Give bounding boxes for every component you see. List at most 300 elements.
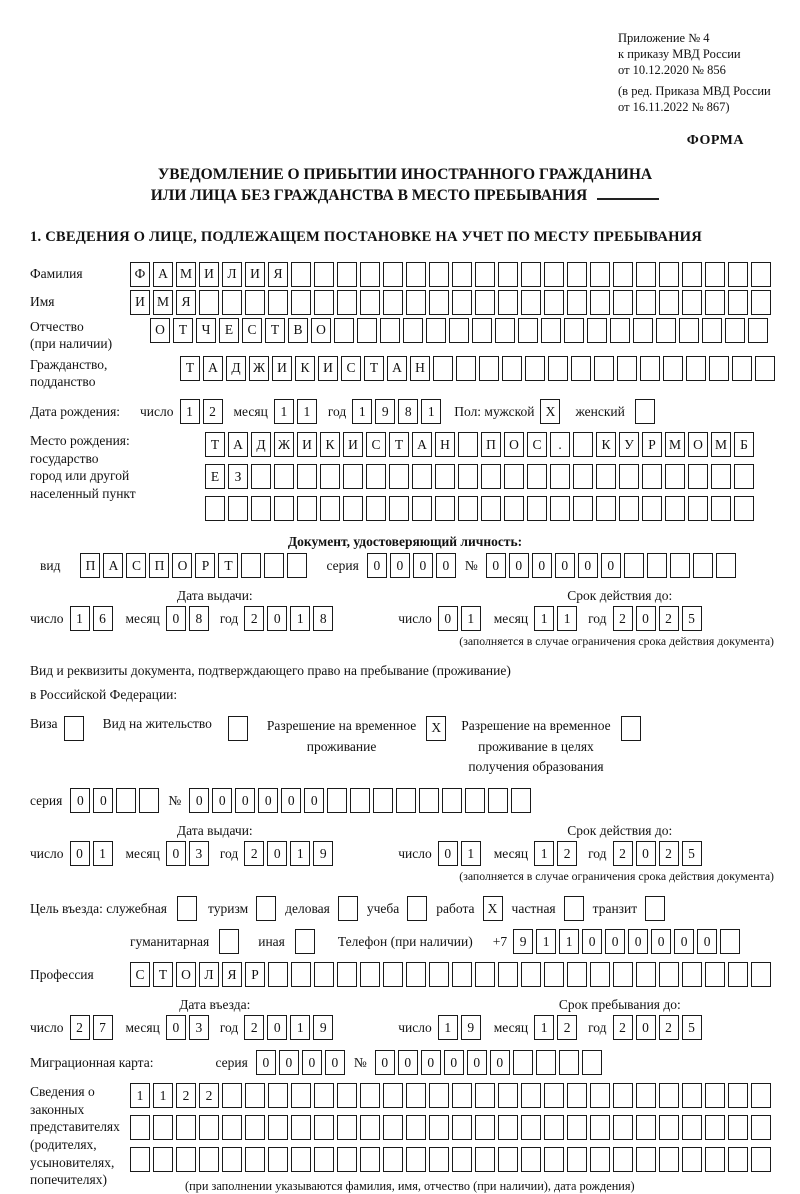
form-cell[interactable] bbox=[314, 1115, 334, 1140]
form-cell[interactable]: 0 bbox=[697, 929, 717, 954]
form-cell[interactable]: Н bbox=[410, 356, 430, 381]
form-cell[interactable] bbox=[199, 1147, 219, 1172]
form-cell[interactable] bbox=[452, 1083, 472, 1108]
form-cell[interactable]: С bbox=[126, 553, 146, 578]
form-cell[interactable] bbox=[571, 356, 591, 381]
form-cell[interactable]: У bbox=[619, 432, 639, 457]
form-cell[interactable] bbox=[222, 1115, 242, 1140]
form-cell[interactable] bbox=[541, 318, 561, 343]
form-cell[interactable] bbox=[314, 1083, 334, 1108]
form-cell[interactable]: 0 bbox=[555, 553, 575, 578]
form-cell[interactable]: 0 bbox=[398, 1050, 418, 1075]
form-cell[interactable] bbox=[383, 290, 403, 315]
form-cell[interactable]: 1 bbox=[290, 1015, 310, 1040]
form-cell[interactable]: 2 bbox=[203, 399, 223, 424]
form-cell[interactable]: Р bbox=[195, 553, 215, 578]
form-cell[interactable] bbox=[567, 262, 587, 287]
form-cell[interactable]: Ф bbox=[130, 262, 150, 287]
form-cell[interactable] bbox=[728, 962, 748, 987]
form-cell[interactable] bbox=[291, 1083, 311, 1108]
form-cell[interactable]: 7 bbox=[93, 1015, 113, 1040]
form-cell[interactable]: 1 bbox=[290, 841, 310, 866]
form-cell[interactable]: 1 bbox=[290, 606, 310, 631]
form-cell[interactable] bbox=[268, 290, 288, 315]
form-cell[interactable] bbox=[412, 496, 432, 521]
form-cell[interactable] bbox=[222, 290, 242, 315]
form-cell[interactable]: О bbox=[172, 553, 192, 578]
form-cell[interactable] bbox=[383, 1147, 403, 1172]
form-cell[interactable] bbox=[337, 262, 357, 287]
form-cell[interactable] bbox=[751, 962, 771, 987]
form-cell[interactable] bbox=[337, 1147, 357, 1172]
form-cell[interactable] bbox=[550, 496, 570, 521]
form-cell[interactable]: 1 bbox=[274, 399, 294, 424]
form-cell[interactable]: 0 bbox=[212, 788, 232, 813]
form-cell[interactable]: 0 bbox=[279, 1050, 299, 1075]
form-cell[interactable] bbox=[594, 356, 614, 381]
form-cell[interactable] bbox=[498, 962, 518, 987]
form-cell[interactable] bbox=[665, 464, 685, 489]
form-cell[interactable] bbox=[458, 464, 478, 489]
form-cell[interactable]: 1 bbox=[352, 399, 372, 424]
form-cell[interactable]: 0 bbox=[509, 553, 529, 578]
form-cell[interactable] bbox=[268, 962, 288, 987]
form-cell[interactable] bbox=[716, 553, 736, 578]
form-cell[interactable]: 5 bbox=[682, 841, 702, 866]
form-cell[interactable]: 0 bbox=[605, 929, 625, 954]
form-cell[interactable] bbox=[663, 356, 683, 381]
form-cell[interactable] bbox=[291, 1147, 311, 1172]
form-cell[interactable]: 3 bbox=[189, 841, 209, 866]
form-cell[interactable]: Р bbox=[642, 432, 662, 457]
form-cell[interactable] bbox=[406, 962, 426, 987]
form-cell[interactable] bbox=[613, 1083, 633, 1108]
form-cell[interactable] bbox=[360, 290, 380, 315]
form-cell[interactable] bbox=[320, 464, 340, 489]
form-cell[interactable]: А bbox=[387, 356, 407, 381]
form-cell[interactable] bbox=[728, 262, 748, 287]
form-cell[interactable] bbox=[527, 464, 547, 489]
form-cell[interactable] bbox=[705, 1083, 725, 1108]
form-cell[interactable]: 0 bbox=[421, 1050, 441, 1075]
form-cell[interactable]: П bbox=[481, 432, 501, 457]
form-cell[interactable] bbox=[728, 1083, 748, 1108]
form-cell[interactable] bbox=[338, 896, 358, 921]
form-cell[interactable] bbox=[245, 290, 265, 315]
form-cell[interactable]: Д bbox=[226, 356, 246, 381]
form-cell[interactable]: 9 bbox=[513, 929, 533, 954]
form-cell[interactable] bbox=[751, 1083, 771, 1108]
form-cell[interactable] bbox=[635, 399, 655, 424]
form-cell[interactable]: 2 bbox=[613, 606, 633, 631]
form-cell[interactable] bbox=[720, 929, 740, 954]
form-cell[interactable]: 0 bbox=[166, 1015, 186, 1040]
form-cell[interactable]: Т bbox=[180, 356, 200, 381]
form-cell[interactable] bbox=[755, 356, 775, 381]
form-cell[interactable]: 5 bbox=[682, 1015, 702, 1040]
form-cell[interactable] bbox=[429, 290, 449, 315]
form-cell[interactable] bbox=[130, 1115, 150, 1140]
form-cell[interactable] bbox=[550, 464, 570, 489]
form-cell[interactable] bbox=[544, 262, 564, 287]
form-cell[interactable]: 9 bbox=[375, 399, 395, 424]
form-cell[interactable] bbox=[314, 1147, 334, 1172]
form-cell[interactable]: А bbox=[203, 356, 223, 381]
form-cell[interactable] bbox=[268, 1115, 288, 1140]
form-cell[interactable] bbox=[475, 1083, 495, 1108]
form-cell[interactable]: С bbox=[130, 962, 150, 987]
form-cell[interactable] bbox=[360, 1115, 380, 1140]
form-cell[interactable] bbox=[504, 496, 524, 521]
form-cell[interactable]: М bbox=[665, 432, 685, 457]
form-cell[interactable] bbox=[590, 262, 610, 287]
form-cell[interactable]: 0 bbox=[636, 1015, 656, 1040]
form-cell[interactable] bbox=[567, 1115, 587, 1140]
form-cell[interactable]: Л bbox=[199, 962, 219, 987]
form-cell[interactable] bbox=[475, 1147, 495, 1172]
form-cell[interactable] bbox=[287, 553, 307, 578]
form-cell[interactable] bbox=[498, 262, 518, 287]
form-cell[interactable]: 0 bbox=[628, 929, 648, 954]
form-cell[interactable]: И bbox=[272, 356, 292, 381]
form-cell[interactable]: 2 bbox=[199, 1083, 219, 1108]
form-cell[interactable] bbox=[640, 356, 660, 381]
form-cell[interactable]: И bbox=[245, 262, 265, 287]
form-cell[interactable] bbox=[314, 262, 334, 287]
form-cell[interactable] bbox=[525, 356, 545, 381]
form-cell[interactable] bbox=[256, 896, 276, 921]
form-cell[interactable] bbox=[711, 464, 731, 489]
form-cell[interactable] bbox=[228, 716, 248, 741]
form-cell[interactable] bbox=[636, 262, 656, 287]
form-cell[interactable] bbox=[433, 356, 453, 381]
form-cell[interactable] bbox=[403, 318, 423, 343]
form-cell[interactable] bbox=[521, 262, 541, 287]
form-cell[interactable] bbox=[337, 962, 357, 987]
form-cell[interactable] bbox=[199, 1115, 219, 1140]
form-cell[interactable] bbox=[452, 1115, 472, 1140]
form-cell[interactable] bbox=[619, 496, 639, 521]
form-cell[interactable] bbox=[452, 290, 472, 315]
form-cell[interactable] bbox=[647, 553, 667, 578]
form-cell[interactable] bbox=[621, 716, 641, 741]
form-cell[interactable]: 1 bbox=[534, 1015, 554, 1040]
form-cell[interactable] bbox=[429, 962, 449, 987]
form-cell[interactable]: 1 bbox=[461, 606, 481, 631]
form-cell[interactable] bbox=[587, 318, 607, 343]
form-cell[interactable] bbox=[559, 1050, 579, 1075]
form-cell[interactable]: 0 bbox=[438, 606, 458, 631]
form-cell[interactable] bbox=[596, 496, 616, 521]
form-cell[interactable]: Т bbox=[389, 432, 409, 457]
form-cell[interactable] bbox=[751, 1115, 771, 1140]
form-cell[interactable]: К bbox=[295, 356, 315, 381]
form-cell[interactable]: 5 bbox=[682, 606, 702, 631]
form-cell[interactable] bbox=[291, 262, 311, 287]
form-cell[interactable] bbox=[665, 496, 685, 521]
form-cell[interactable]: М bbox=[176, 262, 196, 287]
form-cell[interactable]: 1 bbox=[421, 399, 441, 424]
form-cell[interactable]: 2 bbox=[176, 1083, 196, 1108]
form-cell[interactable] bbox=[366, 464, 386, 489]
form-cell[interactable]: 0 bbox=[467, 1050, 487, 1075]
form-cell[interactable] bbox=[659, 962, 679, 987]
form-cell[interactable] bbox=[406, 1083, 426, 1108]
form-cell[interactable]: 8 bbox=[398, 399, 418, 424]
form-cell[interactable] bbox=[456, 356, 476, 381]
form-cell[interactable] bbox=[389, 496, 409, 521]
form-cell[interactable]: 0 bbox=[281, 788, 301, 813]
form-cell[interactable] bbox=[659, 1083, 679, 1108]
form-cell[interactable]: 0 bbox=[636, 606, 656, 631]
form-cell[interactable]: 1 bbox=[438, 1015, 458, 1040]
form-cell[interactable] bbox=[177, 896, 197, 921]
form-cell[interactable] bbox=[274, 496, 294, 521]
form-cell[interactable] bbox=[536, 1050, 556, 1075]
form-cell[interactable] bbox=[334, 318, 354, 343]
form-cell[interactable] bbox=[705, 262, 725, 287]
form-cell[interactable] bbox=[406, 1147, 426, 1172]
form-cell[interactable] bbox=[636, 1147, 656, 1172]
form-cell[interactable]: К bbox=[320, 432, 340, 457]
form-cell[interactable] bbox=[429, 1083, 449, 1108]
form-cell[interactable]: 0 bbox=[267, 1015, 287, 1040]
form-cell[interactable] bbox=[291, 290, 311, 315]
form-cell[interactable] bbox=[343, 496, 363, 521]
form-cell[interactable]: 0 bbox=[70, 788, 90, 813]
form-cell[interactable] bbox=[613, 1115, 633, 1140]
form-cell[interactable] bbox=[610, 318, 630, 343]
form-cell[interactable] bbox=[725, 318, 745, 343]
form-cell[interactable] bbox=[642, 464, 662, 489]
form-cell[interactable] bbox=[360, 262, 380, 287]
form-cell[interactable]: 1 bbox=[70, 606, 90, 631]
form-cell[interactable]: О bbox=[688, 432, 708, 457]
form-cell[interactable] bbox=[153, 1147, 173, 1172]
form-cell[interactable] bbox=[396, 788, 416, 813]
form-cell[interactable] bbox=[222, 1083, 242, 1108]
form-cell[interactable] bbox=[383, 1115, 403, 1140]
form-cell[interactable] bbox=[636, 1083, 656, 1108]
form-cell[interactable]: 8 bbox=[313, 606, 333, 631]
form-cell[interactable] bbox=[498, 1147, 518, 1172]
form-cell[interactable]: М bbox=[711, 432, 731, 457]
form-cell[interactable]: 1 bbox=[297, 399, 317, 424]
form-cell[interactable] bbox=[728, 290, 748, 315]
form-cell[interactable] bbox=[613, 962, 633, 987]
form-cell[interactable]: Д bbox=[251, 432, 271, 457]
form-cell[interactable] bbox=[751, 290, 771, 315]
form-cell[interactable]: Е bbox=[219, 318, 239, 343]
form-cell[interactable] bbox=[228, 496, 248, 521]
form-cell[interactable]: С bbox=[341, 356, 361, 381]
form-cell[interactable]: 0 bbox=[578, 553, 598, 578]
form-cell[interactable] bbox=[682, 1147, 702, 1172]
form-cell[interactable]: X bbox=[540, 399, 560, 424]
form-cell[interactable] bbox=[429, 1115, 449, 1140]
form-cell[interactable]: 0 bbox=[267, 606, 287, 631]
form-cell[interactable]: X bbox=[483, 896, 503, 921]
form-cell[interactable] bbox=[682, 1083, 702, 1108]
form-cell[interactable] bbox=[295, 929, 315, 954]
form-cell[interactable]: 2 bbox=[659, 841, 679, 866]
form-cell[interactable]: 0 bbox=[375, 1050, 395, 1075]
form-cell[interactable] bbox=[222, 1147, 242, 1172]
form-cell[interactable] bbox=[659, 1115, 679, 1140]
form-cell[interactable] bbox=[406, 262, 426, 287]
form-cell[interactable] bbox=[465, 788, 485, 813]
form-cell[interactable] bbox=[590, 1115, 610, 1140]
form-cell[interactable]: Я bbox=[222, 962, 242, 987]
form-cell[interactable] bbox=[544, 290, 564, 315]
form-cell[interactable] bbox=[406, 1115, 426, 1140]
form-cell[interactable]: 0 bbox=[189, 788, 209, 813]
form-cell[interactable] bbox=[407, 896, 427, 921]
form-cell[interactable] bbox=[116, 788, 136, 813]
form-cell[interactable] bbox=[521, 1115, 541, 1140]
form-cell[interactable]: 0 bbox=[256, 1050, 276, 1075]
form-cell[interactable] bbox=[380, 318, 400, 343]
form-cell[interactable]: И bbox=[199, 262, 219, 287]
form-cell[interactable] bbox=[705, 1115, 725, 1140]
form-cell[interactable]: 0 bbox=[166, 606, 186, 631]
form-cell[interactable]: Т bbox=[265, 318, 285, 343]
form-cell[interactable] bbox=[659, 1147, 679, 1172]
form-cell[interactable] bbox=[475, 1115, 495, 1140]
form-cell[interactable] bbox=[636, 1115, 656, 1140]
form-cell[interactable]: 0 bbox=[438, 841, 458, 866]
form-cell[interactable] bbox=[728, 1147, 748, 1172]
form-cell[interactable] bbox=[245, 1147, 265, 1172]
form-cell[interactable] bbox=[435, 496, 455, 521]
form-cell[interactable]: С bbox=[242, 318, 262, 343]
form-cell[interactable] bbox=[573, 432, 593, 457]
form-cell[interactable]: 0 bbox=[302, 1050, 322, 1075]
form-cell[interactable] bbox=[479, 356, 499, 381]
form-cell[interactable] bbox=[360, 1083, 380, 1108]
form-cell[interactable] bbox=[682, 290, 702, 315]
form-cell[interactable]: Я bbox=[268, 262, 288, 287]
form-cell[interactable] bbox=[590, 1083, 610, 1108]
form-cell[interactable] bbox=[366, 496, 386, 521]
form-cell[interactable] bbox=[734, 464, 754, 489]
form-cell[interactable]: Б bbox=[734, 432, 754, 457]
form-cell[interactable]: 3 bbox=[189, 1015, 209, 1040]
form-cell[interactable]: 0 bbox=[444, 1050, 464, 1075]
form-cell[interactable] bbox=[297, 464, 317, 489]
form-cell[interactable] bbox=[688, 496, 708, 521]
form-cell[interactable]: И bbox=[130, 290, 150, 315]
form-cell[interactable] bbox=[679, 318, 699, 343]
form-cell[interactable]: 0 bbox=[325, 1050, 345, 1075]
form-cell[interactable]: 0 bbox=[436, 553, 456, 578]
form-cell[interactable] bbox=[291, 962, 311, 987]
form-cell[interactable]: 0 bbox=[651, 929, 671, 954]
form-cell[interactable]: И bbox=[318, 356, 338, 381]
form-cell[interactable] bbox=[633, 318, 653, 343]
form-cell[interactable] bbox=[544, 1115, 564, 1140]
form-cell[interactable] bbox=[548, 356, 568, 381]
form-cell[interactable] bbox=[130, 1147, 150, 1172]
form-cell[interactable] bbox=[251, 464, 271, 489]
form-cell[interactable]: Т bbox=[364, 356, 384, 381]
form-cell[interactable] bbox=[350, 788, 370, 813]
form-cell[interactable] bbox=[564, 318, 584, 343]
form-cell[interactable] bbox=[337, 1115, 357, 1140]
form-cell[interactable] bbox=[645, 896, 665, 921]
form-cell[interactable] bbox=[518, 318, 538, 343]
form-cell[interactable]: 2 bbox=[557, 841, 577, 866]
form-cell[interactable] bbox=[412, 464, 432, 489]
form-cell[interactable]: 6 bbox=[93, 606, 113, 631]
form-cell[interactable] bbox=[343, 464, 363, 489]
form-cell[interactable] bbox=[449, 318, 469, 343]
form-cell[interactable] bbox=[659, 262, 679, 287]
form-cell[interactable]: 2 bbox=[70, 1015, 90, 1040]
form-cell[interactable] bbox=[458, 496, 478, 521]
form-cell[interactable] bbox=[498, 290, 518, 315]
form-cell[interactable]: 1 bbox=[536, 929, 556, 954]
form-cell[interactable] bbox=[268, 1147, 288, 1172]
form-cell[interactable]: 0 bbox=[70, 841, 90, 866]
form-cell[interactable]: 0 bbox=[636, 841, 656, 866]
form-cell[interactable] bbox=[205, 496, 225, 521]
form-cell[interactable]: 1 bbox=[180, 399, 200, 424]
form-cell[interactable]: 0 bbox=[304, 788, 324, 813]
form-cell[interactable] bbox=[582, 1050, 602, 1075]
form-cell[interactable] bbox=[682, 262, 702, 287]
form-cell[interactable]: Ж bbox=[274, 432, 294, 457]
form-cell[interactable] bbox=[320, 496, 340, 521]
form-cell[interactable]: 1 bbox=[557, 606, 577, 631]
form-cell[interactable] bbox=[245, 1083, 265, 1108]
form-cell[interactable] bbox=[544, 1083, 564, 1108]
form-cell[interactable]: 0 bbox=[490, 1050, 510, 1075]
form-cell[interactable] bbox=[153, 1115, 173, 1140]
form-cell[interactable] bbox=[670, 553, 690, 578]
form-cell[interactable] bbox=[357, 318, 377, 343]
form-cell[interactable]: В bbox=[288, 318, 308, 343]
form-cell[interactable] bbox=[475, 962, 495, 987]
form-cell[interactable]: 0 bbox=[601, 553, 621, 578]
form-cell[interactable]: П bbox=[80, 553, 100, 578]
form-cell[interactable] bbox=[442, 788, 462, 813]
form-cell[interactable]: 0 bbox=[235, 788, 255, 813]
form-cell[interactable] bbox=[527, 496, 547, 521]
form-cell[interactable] bbox=[567, 290, 587, 315]
form-cell[interactable] bbox=[472, 318, 492, 343]
form-cell[interactable]: З bbox=[228, 464, 248, 489]
form-cell[interactable] bbox=[419, 788, 439, 813]
form-cell[interactable] bbox=[702, 318, 722, 343]
form-cell[interactable]: 0 bbox=[166, 841, 186, 866]
form-cell[interactable]: 9 bbox=[313, 841, 333, 866]
form-cell[interactable] bbox=[264, 553, 284, 578]
form-cell[interactable]: 0 bbox=[413, 553, 433, 578]
form-cell[interactable] bbox=[705, 1147, 725, 1172]
form-cell[interactable] bbox=[688, 464, 708, 489]
form-cell[interactable]: 2 bbox=[613, 841, 633, 866]
form-cell[interactable]: 0 bbox=[486, 553, 506, 578]
form-cell[interactable] bbox=[521, 1083, 541, 1108]
form-cell[interactable] bbox=[693, 553, 713, 578]
form-cell[interactable] bbox=[728, 1115, 748, 1140]
form-cell[interactable] bbox=[245, 1115, 265, 1140]
form-cell[interactable] bbox=[406, 290, 426, 315]
form-cell[interactable] bbox=[383, 962, 403, 987]
form-cell[interactable] bbox=[521, 962, 541, 987]
form-cell[interactable] bbox=[502, 356, 522, 381]
